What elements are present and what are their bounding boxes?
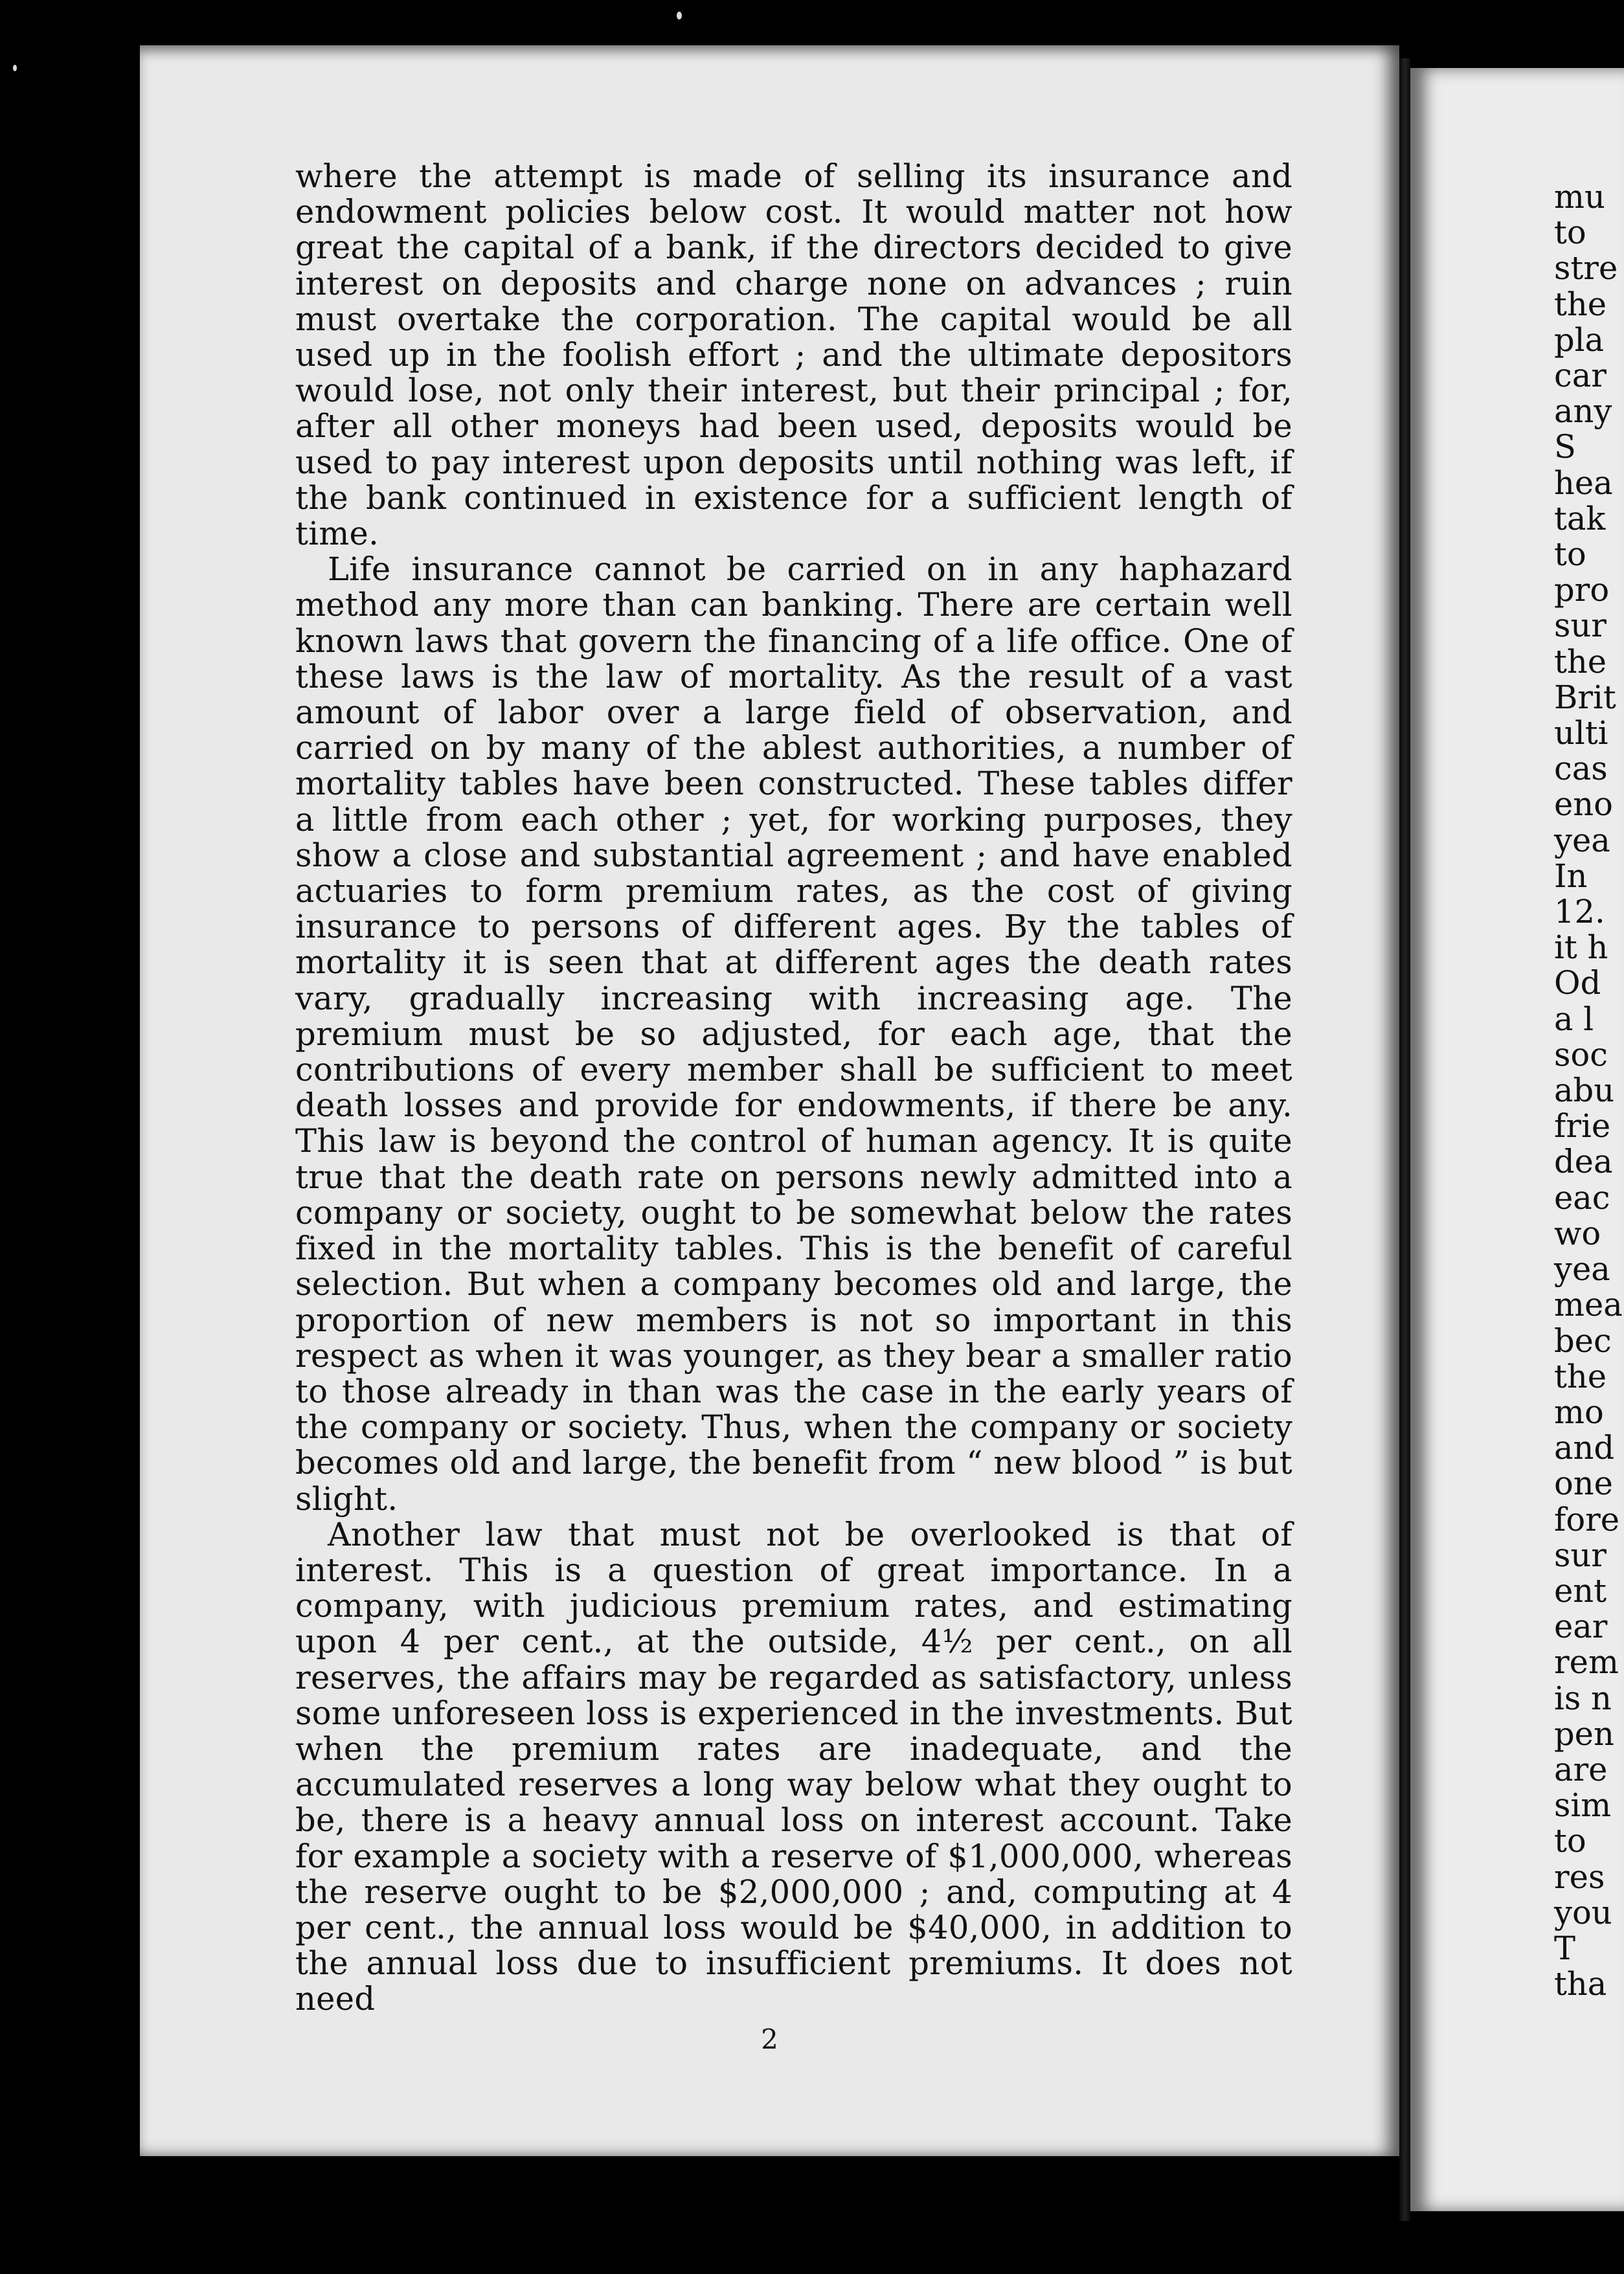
text-fragment: to <box>1554 214 1586 252</box>
paragraph: Life insurance cannot be carried on in any haphazard method any more than can banking. There are certain well known laws that govern the financing of a life office. One of these laws is the law of mortality. As the result of a vast amount of labor over a large field of observation, and carried on by many of the ablest authorities, a number of mortality tables have been constructed. These tables differ a little from each other ; yet, for working purposes, they show a close and substantial agreement ; and have enabled actuaries to form premium rates, as the cost of giving insurance to persons of different ages. By the tables of mortality it is seen that at different ages the death rates vary, gradually increasing with increasing age. The premium must be so adjusted, for each age, that the contributions of every member shall be sufficient to meet death losses and provide for endowments, if there be any. This law is beyond the control of human agency. It is quite true that the death rate on persons newly admitted into a company or society, ought to be somewhat below the rates fixed in the mortality tables. This is the benefit of careful selection. But when a company becomes old and large, the proportion of new members is not so important in this respect as when it was younger, as they bear a smaller ratio to those already in than was the case in the early years of the company or society. Thus, when the company or society becomes old and large, the benefit from “ new blood ” is but slight. <box>295 550 1292 1518</box>
text-fragment: wo <box>1554 1214 1601 1252</box>
text-fragment: a l <box>1554 1000 1594 1038</box>
text-fragment: hea <box>1554 464 1613 502</box>
text-fragment: abu <box>1554 1072 1615 1110</box>
right-page <box>1410 68 1624 2211</box>
text-fragment: soc <box>1554 1035 1608 1074</box>
text-fragment: and <box>1554 1429 1615 1467</box>
text-fragment: eac <box>1554 1178 1610 1217</box>
text-fragment: In <box>1554 857 1588 895</box>
text-fragment: car <box>1554 357 1607 395</box>
text-fragment: 12. <box>1554 893 1605 931</box>
text-fragment: sim <box>1554 1786 1612 1825</box>
text-fragment: yea <box>1554 821 1610 859</box>
scan-speck <box>677 12 682 19</box>
text-fragment: fore <box>1554 1500 1620 1538</box>
text-fragment: it h <box>1554 929 1608 967</box>
text-fragment: pla <box>1554 321 1605 359</box>
text-fragment: Brit <box>1554 678 1616 716</box>
page-number: 2 <box>761 2023 778 2055</box>
text-fragment: mea <box>1554 1286 1623 1324</box>
text-fragment: sur <box>1554 1536 1607 1574</box>
body-text <box>295 159 1292 2018</box>
text-fragment: mu <box>1554 178 1605 216</box>
text-fragment: cas <box>1554 750 1608 788</box>
text-fragment: tak <box>1554 499 1606 537</box>
text-fragment: yea <box>1554 1250 1610 1289</box>
text-fragment: to <box>1554 1822 1586 1860</box>
text-fragment: any <box>1554 392 1612 431</box>
text-fragment: eno <box>1554 785 1613 824</box>
text-fragment: bec <box>1554 1322 1612 1360</box>
text-fragment: the <box>1554 285 1607 323</box>
text-fragment: res <box>1554 1858 1605 1896</box>
text-fragment: pro <box>1554 571 1610 609</box>
text-fragment: the <box>1554 1357 1607 1395</box>
text-fragment: sur <box>1554 607 1607 645</box>
text-fragment: ear <box>1554 1608 1608 1646</box>
paragraph: where the attempt is made of selling its insurance and endowment policies below cost. It would matter not how great the capital of a bank, if the directors decided to give interest on deposits and charge none on advances ; ruin must overtake the corporation. The capital would be all used up in the foolish effort ; and the ultimate depositors would lose, not only their interest, but their principal ; for, after all other moneys had been used, deposits would be used to pay interest upon deposits until nothing was left, if the bank continued in existence for a sufficient length of time. <box>295 157 1292 553</box>
text-fragment: pen <box>1554 1715 1614 1753</box>
text-fragment: is n <box>1554 1679 1612 1717</box>
text-fragment: to <box>1554 535 1586 574</box>
text-fragment: ent <box>1554 1571 1607 1610</box>
right-page-text-fragments <box>1554 179 1623 2002</box>
text-fragment: you <box>1554 1893 1612 1931</box>
text-fragment: Od <box>1554 964 1601 1002</box>
text-fragment: the <box>1554 642 1607 681</box>
text-fragment: one <box>1554 1465 1613 1503</box>
text-fragment: S <box>1554 428 1576 466</box>
scan-speck <box>13 65 17 71</box>
text-fragment: dea <box>1554 1143 1613 1181</box>
paragraph: Another law that must not be overlooked is that of interest. This is a question of great importance. In a company, with judicious premium rates, and estimating upon 4 per cent., at the outside, 4½ per cent., on all reserves, the affairs may be regarded as satisfactory, unless some unforeseen loss is experienced in the investments. But when the premium rates are inadequate, and the accumulated reserves a long way below what they ought to be, there is a heavy annual loss on interest account. Take for example a society with a reserve of $1,000,000, whereas the reserve ought to be $2,000,000 ; and, computing at 4 per cent., the annual loss would be $40,000, in addition to the annual loss due to insufficient premiums. It does not need <box>295 1515 1292 2018</box>
text-fragment: mo <box>1554 1393 1604 1431</box>
text-fragment: T <box>1554 1929 1576 1967</box>
text-fragment: ulti <box>1554 714 1608 752</box>
text-fragment: tha <box>1554 1965 1607 2003</box>
text-fragment: rem <box>1554 1643 1619 1682</box>
left-page <box>140 45 1399 2156</box>
binding-gutter <box>1399 58 1410 2221</box>
text-fragment: are <box>1554 1750 1608 1788</box>
text-fragment: frie <box>1554 1107 1611 1145</box>
text-fragment: stre <box>1554 249 1618 287</box>
